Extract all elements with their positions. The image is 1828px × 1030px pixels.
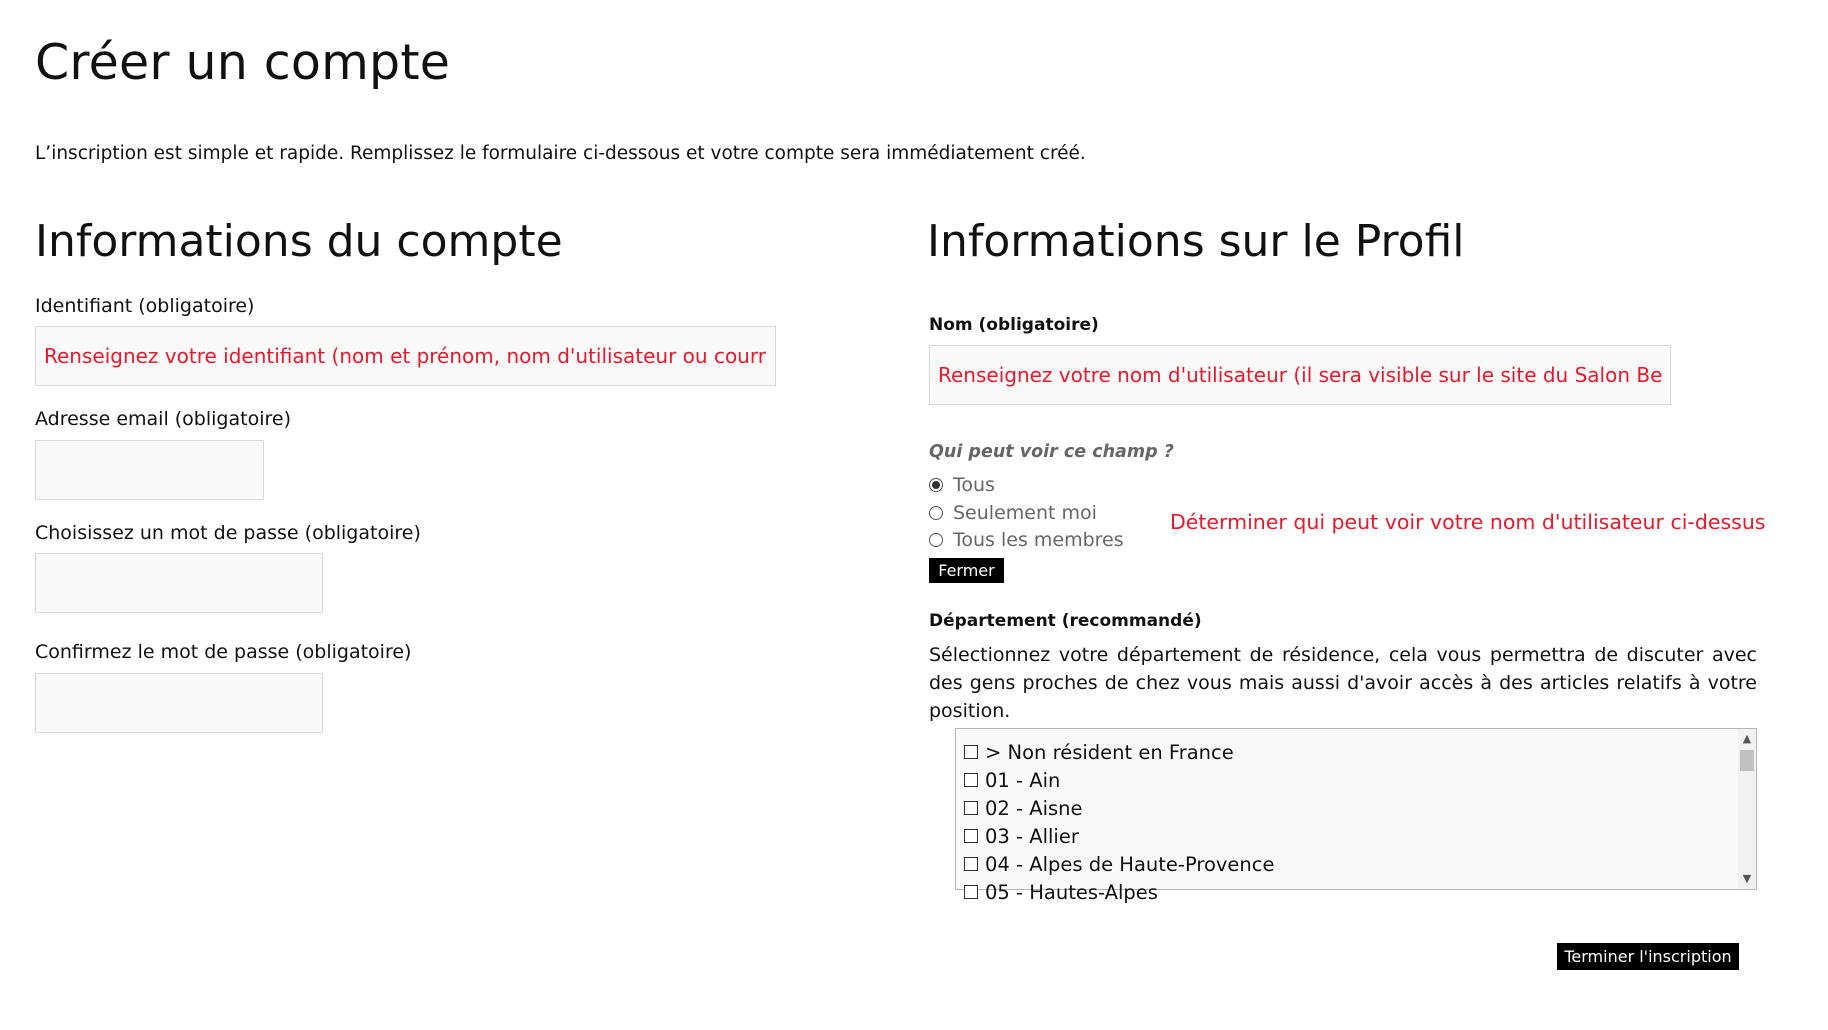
account-section-heading: Informations du compte	[35, 216, 563, 267]
radio-unselected-icon	[929, 506, 943, 520]
scroll-down-icon[interactable]: ▼	[1742, 872, 1752, 885]
department-option[interactable]	[964, 766, 1275, 794]
password-label: Choisissez un mot de passe (obligatoire)	[35, 522, 421, 544]
email-label: Adresse email (obligatoire)	[35, 408, 291, 430]
scrollbar-thumb[interactable]	[1740, 750, 1754, 771]
radio-selected-icon	[929, 478, 943, 492]
close-button[interactable]: Fermer	[929, 558, 1004, 583]
page-title: Créer un compte	[35, 34, 451, 91]
visibility-legend: Qui peut voir ce champ ?	[929, 442, 1174, 462]
radio-unselected-icon	[929, 533, 943, 547]
email-input[interactable]	[35, 440, 264, 500]
password-input[interactable]	[35, 553, 323, 613]
department-option-label: 05 - Hautes-Alpes	[985, 880, 1158, 904]
scroll-up-icon[interactable]: ▲	[1742, 732, 1752, 745]
visibility-option-tous-les-membres[interactable]	[929, 528, 1124, 552]
username-input[interactable]	[35, 326, 776, 386]
visibility-option-label: Seulement moi	[953, 502, 1097, 524]
checkbox-icon[interactable]	[964, 857, 978, 871]
visibility-option-seulement-moi[interactable]	[929, 501, 1097, 525]
department-option[interactable]	[964, 878, 1275, 906]
submit-registration-button[interactable]: Terminer l'inscription	[1557, 943, 1739, 970]
department-option[interactable]	[964, 738, 1275, 766]
department-option[interactable]	[964, 822, 1275, 850]
checkbox-icon[interactable]	[964, 801, 978, 815]
department-option-label: 04 - Alpes de Haute-Provence	[985, 852, 1275, 876]
department-help-text: Sélectionnez votre département de résidence, cela vous permettra de discuter avec des gens proches de chez vous mais aussi d'avoir accès à des articles relatifs à votre position.	[929, 644, 1757, 722]
checkbox-icon[interactable]	[964, 773, 978, 787]
confirm-password-input[interactable]	[35, 673, 323, 733]
department-list[interactable]	[955, 728, 1757, 904]
username-label: Identifiant (obligatoire)	[35, 295, 255, 317]
visibility-option-tous[interactable]	[929, 473, 995, 497]
department-option-label: > Non résident en France	[985, 740, 1234, 764]
department-option[interactable]	[964, 794, 1275, 822]
name-label: Nom (obligatoire)	[929, 315, 1099, 335]
department-option-label: 03 - Allier	[985, 824, 1079, 848]
visibility-hint: Déterminer qui peut voir votre nom d'utilisateur ci-dessus	[1170, 510, 1766, 534]
department-option[interactable]	[964, 850, 1275, 878]
checkbox-icon[interactable]	[964, 829, 978, 843]
visibility-option-label: Tous les membres	[953, 529, 1124, 551]
department-option-label: 02 - Aisne	[985, 796, 1083, 820]
name-input[interactable]	[929, 345, 1671, 405]
checkbox-icon[interactable]	[964, 885, 978, 899]
intro-text: L’inscription est simple et rapide. Remplissez le formulaire ci-dessous et votre compte sera immédiatement créé.	[35, 143, 1086, 164]
profile-section-heading: Informations sur le Profil	[927, 216, 1465, 267]
checkbox-icon[interactable]	[964, 745, 978, 759]
department-list-scrollbar[interactable]	[1738, 729, 1756, 889]
department-label: Département (recommandé)	[929, 611, 1202, 631]
department-option-label: 01 - Ain	[985, 768, 1061, 792]
confirm-password-label: Confirmez le mot de passe (obligatoire)	[35, 641, 412, 663]
visibility-option-label: Tous	[953, 474, 995, 496]
